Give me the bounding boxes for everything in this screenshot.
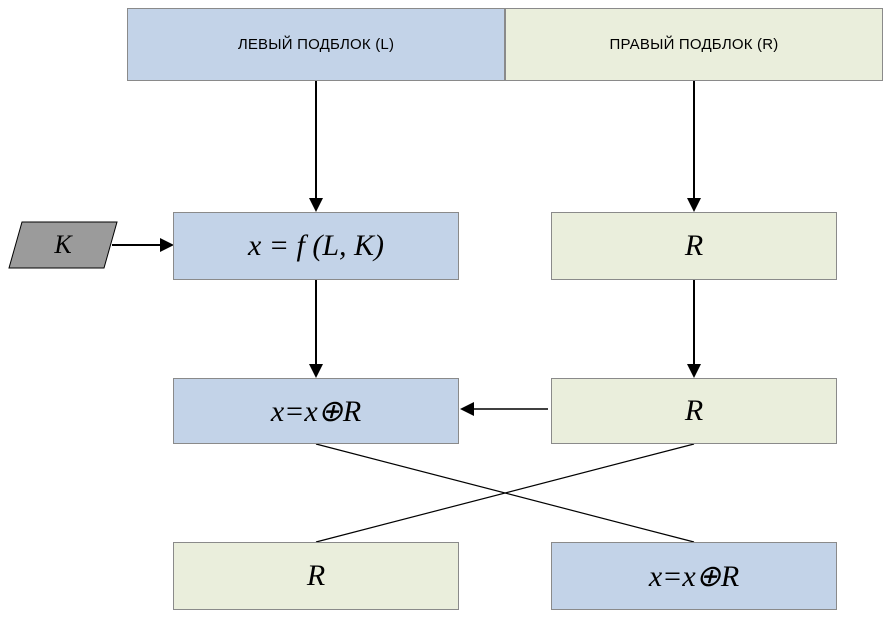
node-f-left: [173, 212, 459, 280]
node-r-right-1: [551, 212, 837, 280]
node-xor-bottom-label: x=x⊕R: [648, 559, 740, 593]
node-r-right-2-label: R: [684, 394, 704, 427]
edge-xor-to-xor-bottom: [316, 444, 694, 542]
node-r-right-1-label: R: [684, 229, 704, 262]
node-header-right-label: ПРАВЫЙ ПОДБЛОК (R): [609, 36, 779, 53]
edge-r-to-r: [687, 280, 701, 378]
node-header-right: [505, 8, 883, 81]
edge-header-right-to-r: [687, 81, 701, 212]
node-r-bottom: [173, 542, 459, 610]
edge-header-left-to-f: [309, 81, 323, 212]
node-r-bottom-label: R: [306, 559, 326, 592]
edge-r2-to-r-bottom: [316, 444, 694, 542]
edge-f-to-xor: [309, 280, 323, 378]
node-header-left-label: ЛЕВЫЙ ПОДБЛОК (L): [237, 36, 395, 53]
edge-key-to-f: [112, 238, 174, 252]
node-header-left: [127, 8, 505, 81]
node-xor-left: [173, 378, 459, 444]
node-key: [8, 221, 118, 269]
node-f-left-label: x = f (L, K): [247, 229, 385, 262]
node-xor-bottom: [551, 542, 837, 610]
node-key-label: K: [54, 230, 72, 259]
edge-r2-to-xor: [460, 402, 548, 416]
node-r-right-2: [551, 378, 837, 444]
node-xor-left-label: x=x⊕R: [270, 394, 362, 428]
